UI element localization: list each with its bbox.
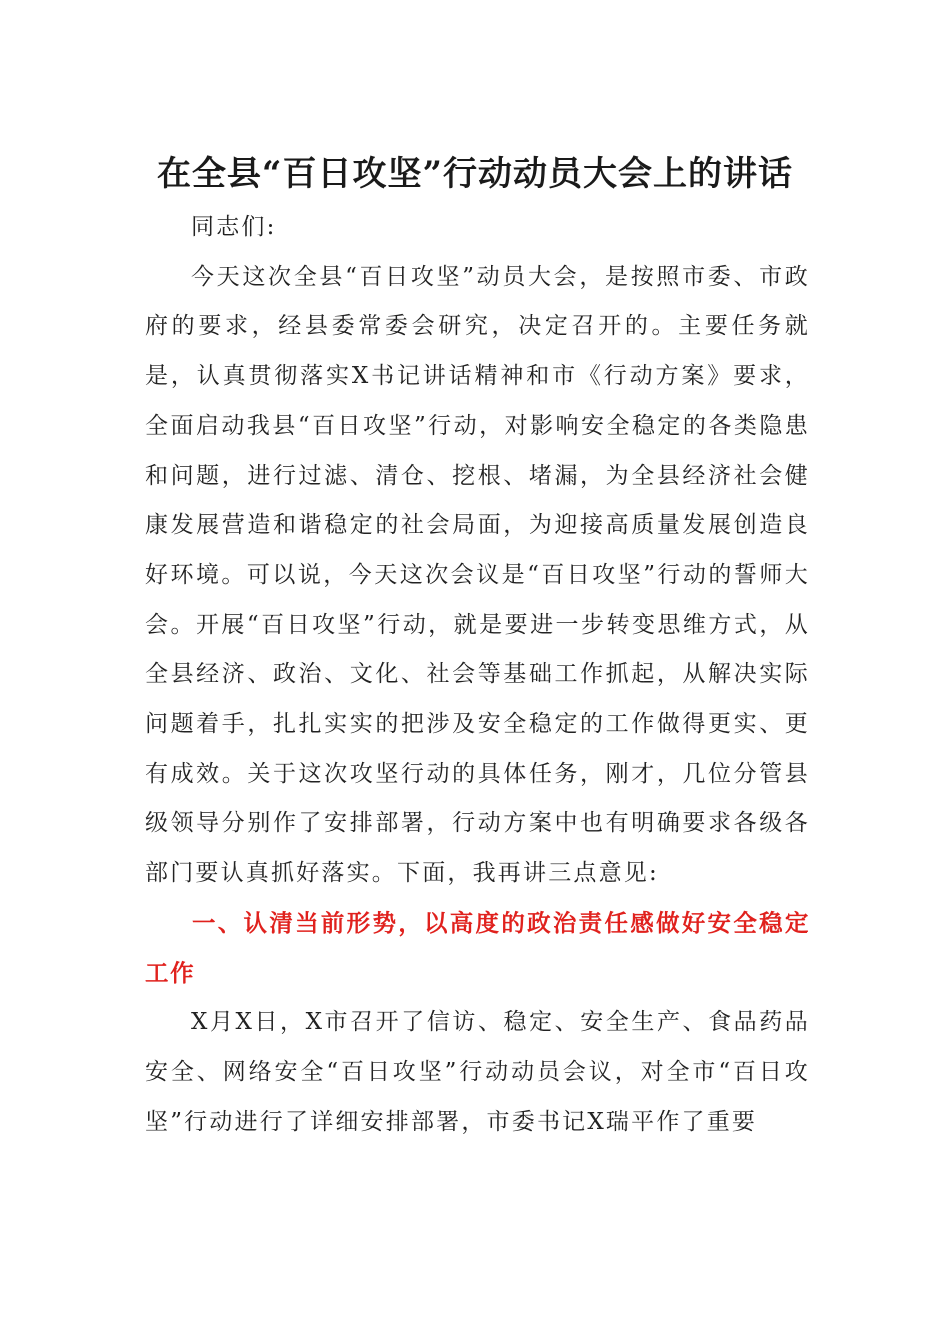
section-heading-1: 一、认清当前形势，以高度的政治责任感做好安全稳定工作 (145, 908, 810, 987)
document-body (145, 203, 810, 1147)
salutation: 同志们: (191, 214, 277, 240)
paragraph-section-1: X月X日，X市召开了信访、稳定、安全生产、食品药品安全、网络安全“百日攻坚”行动动员会议，对全市“百日攻坚”行动进行了详细安排部署，市委书记X瑞平作了重要 (145, 1009, 810, 1135)
paragraph-opening: 今天这次全县“百日攻坚”动员大会，是按照市委、市政府的要求，经县委常委会研究，决定召开的。主要任务就是，认真贯彻落实X书记讲话精神和市《行动方案》要求，全面启动我县“百日攻坚”行动，对影响安全稳定的各类隐患和问题，进行过滤、清仓、挖根、堵漏，为全县经济社会健康发展营造和谐稳定的社会局面，为迎接高质量发展创造良好环境。可以说，今天这次会议是“百日攻坚”行动的誓师大会。开展“百日攻坚”行动，就是要进一步转变思维方式，从全县经济、政治、文化、社会等基础工作抓起，从解决实际问题着手，扎扎实实的把涉及安全稳定的工作做得更实、更有成效。关于这次攻坚行动的具体任务，刚才，几位分管县级领导分别作了安排部署，行动方案中也有明确要求各级各部门要认真抓好落实。下面，我再讲三点意见: (145, 263, 810, 887)
document-title: 在全县“百日攻坚”行动动员大会上的讲话 (156, 154, 794, 194)
